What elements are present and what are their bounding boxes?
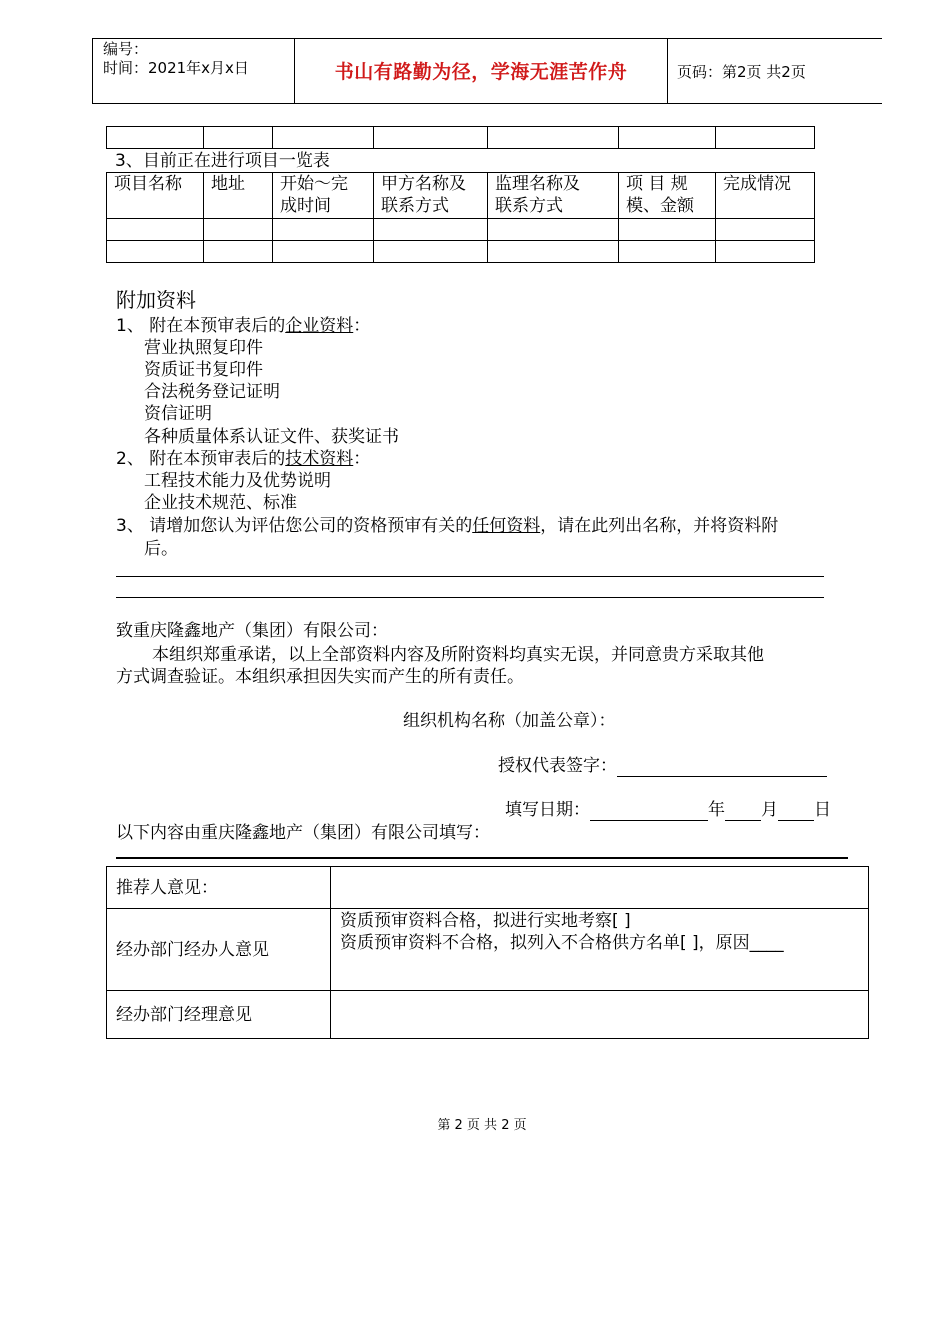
table-cell[interactable]: [204, 241, 273, 263]
attachment-item-2: 2、 附在本预审表后的技术资料：: [116, 449, 371, 469]
table-cell[interactable]: [107, 127, 204, 149]
table-cell[interactable]: [273, 241, 374, 263]
table-cell[interactable]: [619, 219, 716, 241]
column-header-supervisor: 监理名称及 联系方式: [488, 173, 619, 219]
date-month-field[interactable]: [725, 802, 761, 821]
table-cell[interactable]: [619, 241, 716, 263]
page-header: [92, 38, 882, 104]
table-cell[interactable]: [488, 241, 619, 263]
table-cell[interactable]: [107, 219, 204, 241]
table-cell[interactable]: [273, 219, 374, 241]
table-cell[interactable]: [488, 219, 619, 241]
declaration-body: 方式调查验证。本组织承担因失实而产生的所有责任。: [116, 667, 524, 687]
handler-label: 经办部门经办人意见: [107, 909, 331, 991]
attachment-doc: 各种质量体系认证文件、获奖证书: [144, 427, 399, 447]
header-divider: [667, 39, 668, 103]
column-header-status: 完成情况: [716, 173, 815, 219]
recommender-opinion-field[interactable]: [331, 867, 869, 909]
technical-docs-link: 技术资料: [285, 449, 354, 469]
review-table: [106, 866, 869, 1039]
header-motto: 书山有路勤为径，学海无涯苦作舟: [334, 61, 628, 83]
table-cell[interactable]: [619, 127, 716, 149]
table-row: [107, 241, 815, 263]
table-row: [107, 909, 869, 991]
any-docs-link: 任何资料: [472, 516, 541, 536]
section3-title: 3、目前正在进行项目一览表: [115, 151, 330, 171]
table-cell[interactable]: [716, 219, 815, 241]
declaration-addressee: 致重庆隆鑫地产（集团）有限公司：: [116, 621, 388, 641]
fill-in-line[interactable]: [116, 576, 824, 577]
handler-opinion-field[interactable]: [331, 909, 869, 991]
column-header-address: 地址: [204, 173, 273, 219]
date-year-field[interactable]: [590, 802, 708, 821]
column-header-client: 甲方名称及 联系方式: [374, 173, 488, 219]
enterprise-docs-link: 企业资料: [285, 316, 354, 336]
attachment-doc: 工程技术能力及优势说明: [144, 471, 331, 491]
attachment-item-3-continued: 后。: [144, 539, 178, 559]
table-cell[interactable]: [716, 241, 815, 263]
table-cell[interactable]: [204, 219, 273, 241]
section-divider: [116, 857, 848, 859]
attachment-doc: 资信证明: [144, 404, 212, 424]
attachment-doc: 营业执照复印件: [144, 338, 263, 358]
table-row: [107, 867, 869, 909]
signature-row: 授权代表签字：: [498, 755, 827, 777]
attachment-item-3: 3、 请增加您认为评估您公司的资格预审有关的任何资料，请在此列出名称，并将资料附: [116, 516, 779, 536]
table-cell[interactable]: [488, 127, 619, 149]
table-cell[interactable]: [107, 241, 204, 263]
page-footer: 第 2 页 共 2 页: [437, 1118, 527, 1133]
table-cell[interactable]: [716, 127, 815, 149]
attachment-doc: 合法税务登记证明: [144, 382, 280, 402]
table-cell[interactable]: [374, 219, 488, 241]
signature-field[interactable]: [617, 758, 827, 777]
previous-projects-table-end: [106, 126, 815, 149]
handler-option-qualified[interactable]: 资质预审资料合格，拟进行实地考察[ ]: [340, 911, 631, 931]
table-row: [107, 991, 869, 1039]
handler-option-unqualified[interactable]: 资质预审资料不合格，拟列入不合格供方名单[ ]，原因____: [340, 933, 784, 953]
document-number-label: 编号：: [103, 40, 149, 58]
column-header-scale: 项 目 规 模、金额: [619, 173, 716, 219]
declaration-body: 本组织郑重承诺，以上全部资料内容及所附资料均真实无误，并同意贵方采取其他: [152, 645, 764, 665]
header-meta: [103, 40, 249, 78]
header-page-info: 页码：第2页 共2页: [677, 63, 806, 81]
table-header-row: [107, 173, 815, 219]
column-header-project-name: 项目名称: [107, 173, 204, 219]
date-row: 填写日期： 年 月 日: [505, 800, 831, 820]
manager-opinion-field[interactable]: [331, 991, 869, 1039]
table-cell[interactable]: [204, 127, 273, 149]
attachment-item-1: 1、 附在本预审表后的企业资料：: [116, 316, 371, 336]
attachments-title: 附加资料: [116, 288, 196, 312]
recommender-label: 推荐人意见：: [107, 867, 331, 909]
document-time-label: 时间：2021年x月x日: [103, 59, 249, 77]
table-cell[interactable]: [273, 127, 374, 149]
table-row: [107, 219, 815, 241]
column-header-time: 开始～完 成时间: [273, 173, 374, 219]
table-cell[interactable]: [374, 241, 488, 263]
fill-in-line[interactable]: [116, 597, 824, 598]
manager-label: 经办部门经理意见: [107, 991, 331, 1039]
attachment-doc: 企业技术规范、标准: [144, 493, 297, 513]
attachment-doc: 资质证书复印件: [144, 360, 263, 380]
table-cell[interactable]: [374, 127, 488, 149]
current-projects-table: [106, 172, 815, 263]
org-name-label: 组织机构名称（加盖公章）：: [403, 711, 616, 731]
date-day-field[interactable]: [778, 802, 814, 821]
company-fill-note: 以下内容由重庆隆鑫地产（集团）有限公司填写：: [116, 823, 490, 843]
